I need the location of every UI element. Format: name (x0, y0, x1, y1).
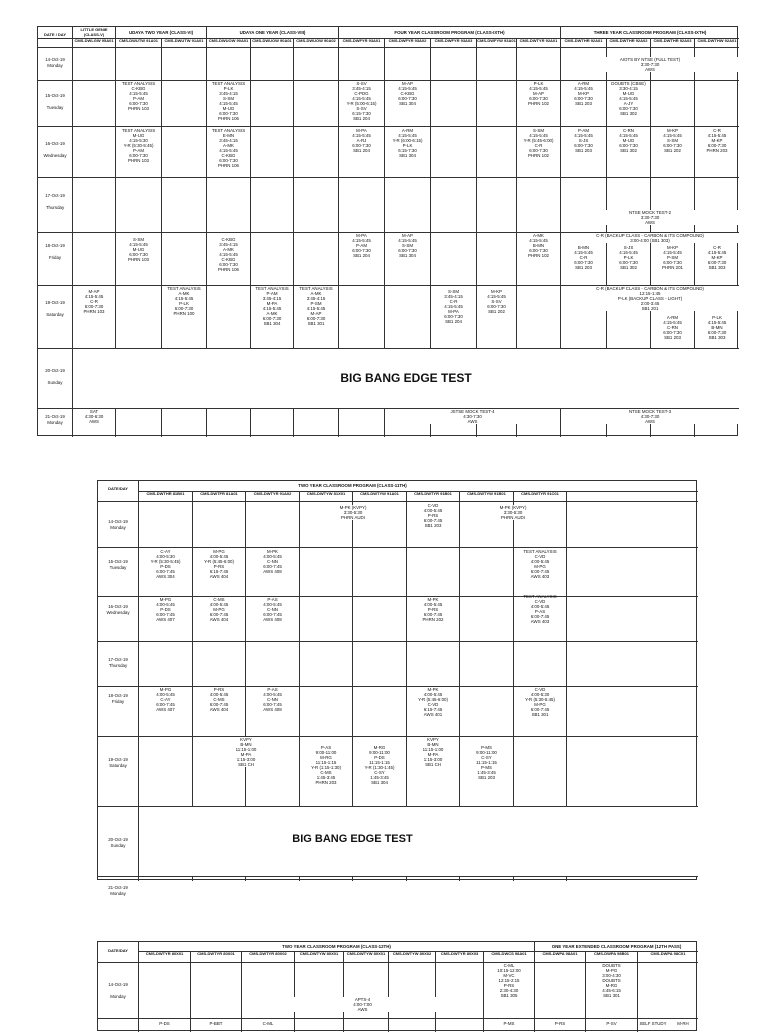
schedule-cell: AIOTS BY NTSE (FULL TEST) 3:30-7:30 AWS (561, 57, 739, 72)
schedule-cell: M-PG 4:00-5:45 Y-R (5:45-6:00) P-RS 6:15-7:45 AWS 404 (204, 549, 234, 579)
timetable-class-11th (97, 480, 697, 896)
program-header-udaya-one-year: UDAYA ONE YEAR (CLASS-VIII) (239, 30, 306, 35)
schedule-cell: C-VD 4:00-5:45 P-RS 6:00-7:45 SB1 203 (423, 503, 443, 528)
schedule-cell: M-AP 4:15-5:45 C-KBG 6:00-7:30 SB1 304 (398, 81, 417, 106)
batch-code: CMS-DWFYR 93A02 (388, 38, 427, 43)
batch-code: CMS-DWTHR 92A01 (564, 38, 603, 43)
batch-code: CMS-DWTYW 91A01 (360, 491, 399, 496)
day-label: 20-Oct-19 Sunday (45, 368, 65, 385)
schedule-cell: S-SM 3:45-4:15 C-R 4:15-5:45 M-PA 6:00-7:30 SB1 204 (444, 289, 463, 324)
day-label: 16-Oct-19 Wednesday (106, 604, 130, 615)
schedule-cell: M-PK 4:00-5:45 C-NN 6:00-7:45 AWS 408 (263, 549, 282, 574)
batch-code: CMS-DWPA 98A01 (542, 951, 578, 956)
day-label: 17-Oct-19 Thursday (108, 657, 128, 668)
batch-code: CMS-DWTYR 80X02 (249, 951, 287, 956)
batch-code: CMS-DWTYW 80X02 (392, 951, 432, 956)
schedule-cell: TEST ANALYSIS P-AM 3:45-4:15 M-PA 4:15-5:45 A-MK 6:00-7:30 SB1 304 (255, 286, 289, 326)
batch-code: CMS-DWLGW 95A01 (74, 38, 114, 43)
schedule-cell: C-MS 4:00-5:45 M-PG 6:00-7:45 AWS 404 (209, 597, 229, 622)
schedule-cell: TEST ANALYSIS P-LK 3:45-4:15 S-SM 4:15-5:45 M-UG 6:00-7:30 PHRN 106 (211, 81, 246, 121)
schedule-cell: A-RM 4:15-5:45 Y-R (6:00-6:15) P-LK 6:15-7:30 SB1 304 (392, 128, 423, 158)
schedule-cell: P-LK 4:15-5:45 B-MN 6:00-7:30 SB1 303 (707, 315, 727, 340)
batch-code: CMS-DWTYR 80X03 (440, 951, 479, 956)
batch-code: CMS-DWTHR 92A02 (609, 38, 648, 43)
day-label: 16-Oct-19 Wednesday (43, 141, 67, 158)
batch-code: CMS-DWTYR 80X01 (145, 951, 184, 956)
day-label: 18-Oct-19 Friday (45, 243, 65, 260)
schedule-cell: APTS-4 4:00-7:00 AWS (242, 997, 483, 1012)
schedule-cell: DOUBTS (CBSE) 3:30-4:15 M-UG 4:15-5:45 A-JY 6:00-7:30 SB1 302 (611, 81, 646, 116)
schedule-cell: M-PG 4:00-5:45 P-DS 6:00-7:45 AWS 407 (156, 597, 175, 622)
program-header-three-year: THREE YEAR CLASSROOM PROGRAM (CLASS-IXTH) (593, 30, 707, 35)
batch-code: CMS-DWTYW 80X01 (346, 951, 386, 956)
big-bang-edge-test-label: BIG BANG EDGE TEST (340, 371, 472, 385)
schedule-cell: P-MS (503, 1021, 515, 1026)
batch-code: CMS-DWUOW 90A01 (252, 38, 292, 43)
schedule-cell: S-SM 4:15-5:45 Y-R (5:45-6:00) C-R 6:00-7:30 PHRN 102 (523, 128, 554, 158)
date-day-header: DATE / DAY (43, 32, 66, 37)
program-header-two-year-11th: TWO YEAR CLASSROOM PROGRAM (CLASS-11TH) (298, 483, 407, 488)
schedule-cell: M-KP 4:15-5:45 P-SM 6:00-7:30 PHRN 201 (662, 245, 683, 270)
schedule-cell: SAT 4:30-6:30 AWS (73, 409, 115, 424)
schedule-cell: C-R (BACKUP CLASS - CARBON & ITS COMPOUND) 3:00-4:00 (SB1 303) (561, 233, 739, 243)
timetable-class-v-to-ix (37, 26, 738, 436)
schedule-cell: C-AY 4:00-5:30 Y-R (5:30-5:45) P-DS 6:00-7:45 AWS 304 (150, 549, 181, 579)
batch-code: CMS-DWPA 98B01 (594, 951, 629, 956)
schedule-cell: P-BBT (209, 1021, 223, 1026)
day-label: 21-Oct-19 Monday (45, 414, 65, 425)
batch-code: CMS-DWTYW 91B01 (467, 491, 506, 496)
schedule-cell: M-KP 4:15-5:45 S-SM 6:00-7:30 SB1 202 (663, 128, 682, 153)
date-day-header: DATE/DAY (108, 486, 128, 491)
schedule-cell: C-ML 10:15-12:00 M-VC 12:15-2:15 P-RS 2:30-4:30 SB1 305 (497, 963, 521, 998)
batch-code: CMS-DWTYR 91B01 (414, 491, 452, 496)
schedule-cell: C-R (BACKUP CLASS - CARBON & ITS COMPOUND) 12:15-1:45 P-LK (BACKUP CLASS - LIGHT) 2:00-3:45 SB1 201 (561, 286, 739, 311)
schedule-cell: P-AS 4:00-5:45 C-NN 6:00-7:45 AWS 408 (263, 687, 282, 712)
schedule-cell: S-SM 4:15-5:45 M-UG 6:00-7:30 PHRN 103 (128, 237, 149, 262)
schedule-cell: P-AS 9:00-11:00 M-RG 11:15-1:15 Y-R (1:15-1:30) C-MS 1:45-3:45 PHRN 203 (311, 745, 341, 785)
schedule-cell: TEST ANALYSIS A-MK 4:15-5:45 P-LK 6:00-7:30 PHRN 100 (167, 286, 201, 316)
schedule-cell: M-KP 4:15-5:45 S-SV 6:00-7:30 SB1 202 (487, 289, 506, 314)
batch-code: CMS-DWTYR 91C01 (521, 491, 559, 496)
day-label: 18-Oct-19 Friday (108, 693, 128, 704)
schedule-cell: S-JS 4:15-5:45 P-LK 6:00-7:30 SB1 302 (619, 245, 638, 270)
schedule-cell: P-RS (554, 1021, 566, 1026)
schedule-cell: M-RH (677, 1021, 689, 1026)
schedule-cell: M-PK 4:00-5:45 P-RS 6:00-7:45 PHRN 202 (422, 597, 444, 622)
schedule-cell: TEST ANALYSIS E-MN 3:45-4:15 A-MK 4:15-5:45 C-KBG 6:00-7:30 PHRN 106 (211, 128, 246, 168)
schedule-cell: C-RN 4:15-5:45 M-UG 6:00-7:30 SB1 302 (619, 128, 638, 153)
day-label: 19-Oct-19 Saturday (108, 757, 128, 768)
schedule-cell: KVPY B-MN 11:15-1:00 M-PA 1:15-3:00 SB1 CH (422, 737, 444, 767)
day-label: 14-Oct-19 Monday (108, 982, 128, 999)
schedule-cell: NTSE MOCK TEST-3 4:30-7:30 AWS (561, 409, 739, 424)
batch-code: CMS-DWTYR 80X01 (197, 951, 235, 956)
batch-code: CMS-DWUOW 90A02 (296, 38, 336, 43)
schedule-cell: TEST ANALYSIS C-VD 4:00-5:45 P-AS 6:00-7:45 AWS 403 (523, 594, 557, 624)
batch-code: CMS-DWPA 98C01 (650, 951, 686, 956)
batch-code: CMS-DWTYR 92A01 (519, 38, 558, 43)
batch-code: CMS-DWFYW 93A01 (477, 38, 516, 43)
big-bang-edge-test-label: BIG BANG EDGE TEST (292, 833, 413, 845)
program-header-two-year-12th: TWO YEAR CLASSROOM PROGRAM (CLASS-12TH) (282, 944, 391, 949)
batch-code: CMS-DWCS 98A01 (491, 951, 527, 956)
schedule-cell: M-PK (KVPY) 3:30-5:30 PHRN AUDI (460, 505, 566, 520)
program-header-udaya-two-year: UDAYA TWO YEAR (CLASS-VI) (128, 30, 194, 35)
schedule-cell: TEST ANALYSIS C-KBG 4:15-5:45 P-AM 6:00-7:30 PHRN 103 (121, 81, 156, 111)
batch-code: CMS-DWTYW 81X01 (306, 491, 346, 496)
timetable-class-12th (97, 941, 697, 1031)
program-header-one-year-extended: ONE YEAR EXTENDED CLASSROOM PROGRAM (12TH PASS) (551, 944, 682, 949)
batch-code: CMS-DWTYR 91A02 (253, 491, 292, 496)
batch-code: CMS-DWTHR 81B01 (146, 491, 185, 496)
schedule-cell: C-VD 4:00-5:30 Y-R (5:30-5:45) M-PG 6:00-7:45 SB1 301 (525, 687, 555, 717)
batch-code: CMS-DWFYR 93A03 (434, 38, 473, 43)
schedule-cell: M-PA 4:15-5:45 P-AM 6:00-7:30 SB1 204 (352, 233, 371, 258)
day-label: 20-Oct-19 Sunday (108, 837, 128, 848)
schedule-cell: KVPY B-MN 11:15-1:00 M-PA 1:15-3:00 SB1 CH (193, 737, 299, 767)
schedule-cell: C-R 4:15-5:45 M-KP 6:00-7:30 SB1 303 (707, 245, 727, 270)
day-label: 15-Oct-19 Tuesday (108, 559, 128, 570)
date-day-header: DATE/DAY (108, 948, 128, 953)
schedule-cell: C-R 4:15-5:45 M-KP 6:00-7:30 PHRN 203 (706, 128, 728, 153)
program-header-little-genie: LITTLE GENIE (CLASS-V) (80, 27, 108, 37)
day-label: 14-Oct-19 Monday (108, 519, 128, 530)
schedule-cell: P-DS (159, 1021, 170, 1026)
schedule-cell: M-PK 4:00-5:45 Y-R (5:45-6:00) C-VD 6:15-7:45 AWS 401 (418, 687, 448, 717)
schedule-cell: NTSE MOCK TEST-2 3:30-7:30 AWS (561, 210, 739, 225)
schedule-cell: C-KBG 3:45-4:15 A-MK 4:15-5:45 C-KBG 6:00-7:30 PHRN 106 (218, 237, 239, 272)
batch-code: CMS-DWFYR 93A01 (342, 38, 381, 43)
day-label: 17-Oct-19 Thursday (45, 193, 65, 210)
schedule-cell: M-PK (KVPY) 3:30-5:30 PHRN AUDI (300, 505, 406, 520)
schedule-cell: JSTSE MOCK TEST-4 4:30-7:30 AWS (385, 409, 560, 424)
schedule-cell: TEST ANALYSIS C-VD 4:00-5:45 M-PG 6:00-7:45 AWS 403 (523, 549, 557, 579)
day-label: 19-Oct-19 Saturday (45, 300, 65, 317)
batch-code: CMS-DWUOW 90A01 (208, 38, 249, 43)
batch-code: CMS-DWTYW 80X01 (299, 951, 339, 956)
schedule-cell: P-SV (606, 1021, 617, 1026)
batch-code: CMS-DWTHR 92A03 (653, 38, 692, 43)
batch-code: CMS-DWUTW 91A01 (119, 38, 158, 43)
schedule-cell: DOUBTS M-PG 3:00-4:30 DOUBTS M-RG 4:45-6:15 SB1 301 (602, 963, 621, 998)
batch-code: CMS-DWTHW 92A01 (697, 38, 737, 43)
schedule-cell: M-AP 4:15-5:45 C-R 6:00-7:30 PHRN 103 (83, 289, 105, 314)
schedule-cell: A-MK 4:15-5:45 B-MN 6:00-7:30 PHRN 102 (528, 233, 549, 258)
day-label: 15-Oct-19 Tuesday (45, 93, 65, 110)
schedule-cell: M-AP 4:15-5:45 S-SM 6:00-7:30 SB1 304 (398, 233, 417, 258)
batch-code: CMS-DWTFR 81A01 (200, 491, 238, 496)
schedule-cell: SELF STUDY (639, 1021, 667, 1026)
batch-code: CMS-DWUTW 91A01 (164, 38, 204, 43)
schedule-cell: TEST ANALYSIS M-UG 4:15-5:30 Y-R (5:30-5:45) P-AM 6:00-7:30 PHRN 103 (121, 128, 156, 163)
day-label: 21-Oct-19 Monday (108, 885, 128, 896)
schedule-cell: S-SV 3:45-4:15 C-PDG 4:15-5:45 Y-R (5:00-6:15) S-SV 6:15-7:30 SB1 204 (346, 81, 377, 121)
schedule-cell: B-MN 4:15-5:45 C-R 6:00-7:30 SB1 203 (574, 245, 593, 270)
schedule-cell: C-ML (262, 1021, 274, 1026)
schedule-cell: P-RS 4:00-5:45 C-MS 6:00-7:45 AWS 404 (209, 687, 229, 712)
schedule-cell: M-PA 4:15-5:45 A-RJ 6:00-7:30 SB1 204 (352, 128, 371, 153)
schedule-cell: P-LK 4:15-5:45 M-AP 6:00-7:30 PHRN 102 (528, 81, 549, 106)
schedule-cell: TEST ANALYSIS A-MK 3:45-4:15 P-SM 4:15-5:45 M-AP 6:00-7:30 SB1 301 (299, 286, 333, 326)
program-header-four-year: FOUR YEAR CLASSROOM PROGRAM (CLASS-IXTH) (394, 30, 505, 35)
day-label: 14-Oct-19 Monday (45, 57, 65, 68)
schedule-cell: M-RG 9:00-11:00 P-DS 11:15-1:15 Y-R (1:30-1:45) C-SY 1:45-3:45 SB1 304 (364, 745, 395, 785)
schedule-cell: P-AM 4:15-5:45 S-JS 6:00-7:30 SB1 203 (574, 128, 593, 153)
schedule-cell: A-RM 4:15-5:45 M-KP 6:00-7:30 SB1 203 (574, 81, 593, 106)
schedule-cell: P-MS 9:00-11:00 C-SY 11:15-1:15 P-MS 1:45-3:45 SB1 203 (476, 745, 497, 780)
schedule-cell: A-RM 4:15-5:45 C-RN 6:00-7:30 SB1 203 (663, 315, 682, 340)
schedule-cell: M-PG 4:00-5:45 C-AY 6:00-7:45 AWS 407 (156, 687, 175, 712)
schedule-cell: P-AS 4:00-5:45 C-NN 6:00-7:45 AWS 408 (263, 597, 282, 622)
